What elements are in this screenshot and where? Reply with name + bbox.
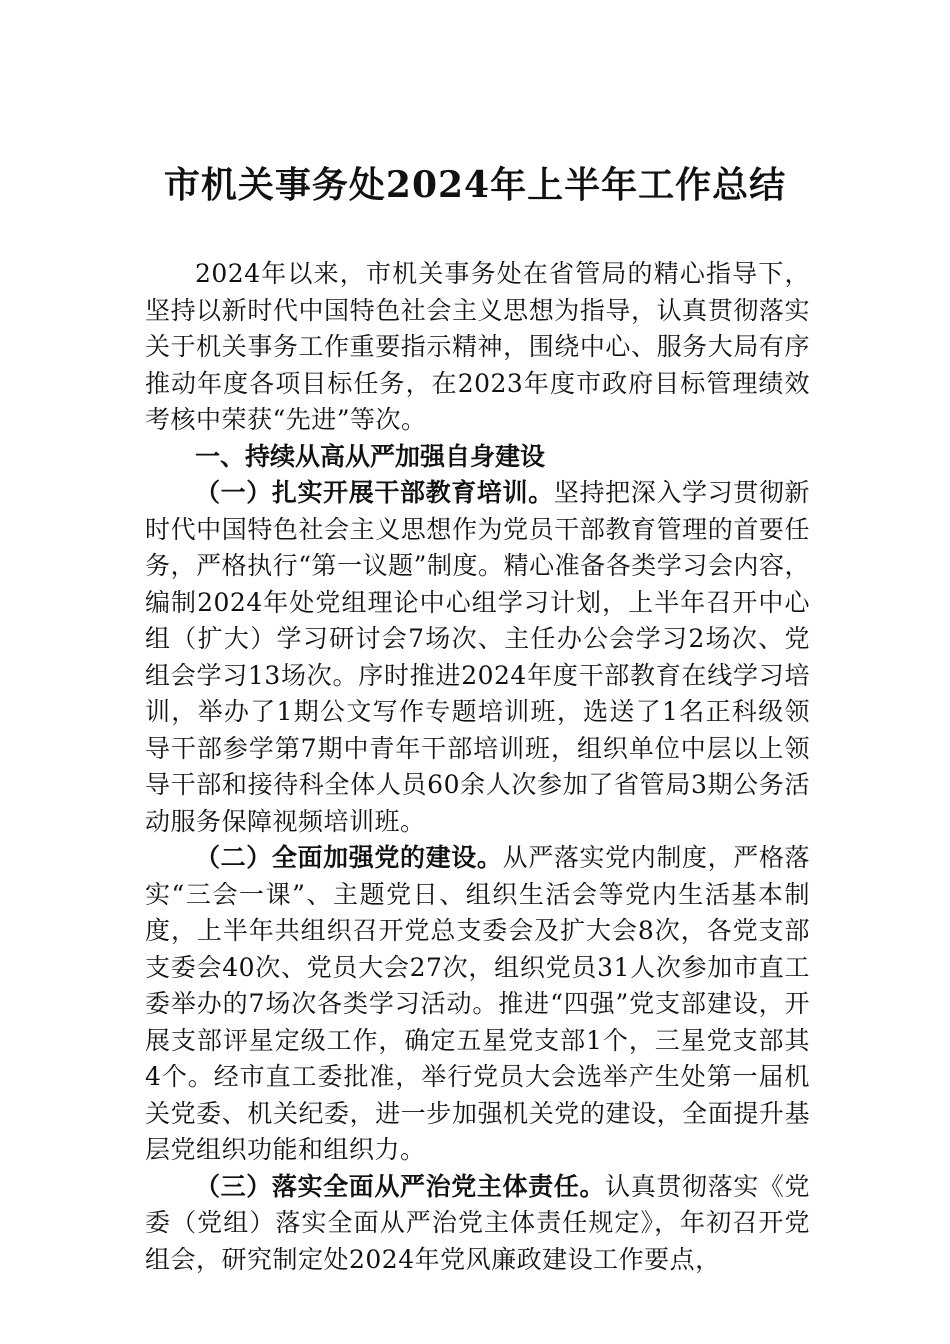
item-text-1: 坚持把深入学习贯彻新时代中国特色社会主义思想作为党员干部教育管理的首要任务，严格执行“第一议题”制度。精心准备各类学习会内容，编制2024年处党组理论中心组学习计划，上半年召开中心组（扩大）学习研讨会7场次、主任办公会学习2场次、党组会学习13场次。序时推进2024年度干部教育在线学习培训，举办了1期公文写作专题培训班，选送了1名正科级领导干部参学第7期中青年干部培训班，组织单位中层以上领导干部和接待科全体人员60余人次参加了省管局3期公务活动服务保障视频培训班。	[145, 478, 810, 836]
document-body	[145, 256, 810, 1278]
item-paragraph-3	[145, 1169, 810, 1279]
item-text-2: 从严落实党内制度，严格落实“三会一课”、主题党日、组织生活会等党内生活基本制度，上半年共组织召开党总支委会及扩大会8次，各党支部支委会40次、党员大会27次，组织党员31人次参加市直工委举办的7场次各类学习活动。推进“四强”党支部建设，开展支部评星定级工作，确定五星党支部1个，三星党支部其4个。经市直工委批准，举行党员大会选举产生处第一届机关党委、机关纪委，进一步加强机关党的建设，全面提升基层党组织功能和组织力。	[145, 843, 810, 1164]
item-paragraph-1	[145, 475, 810, 840]
document-title: 市机关事务处2024年上半年工作总结	[163, 164, 787, 206]
item-paragraph-2	[145, 840, 810, 1169]
item-text-3: 认真贯彻落实《党委（党组）落实全面从严治党主体责任规定》，年初召开党组会，研究制定处2024年党风廉政建设工作要点，	[145, 1171, 810, 1274]
intro-paragraph: 2024年以来，市机关事务处在省管局的精心指导下，坚持以新时代中国特色社会主义思想为指导，认真贯彻落实关于机关事务工作重要指示精神，围绕中心、服务大局有序推动年度各项目标任务，在2023年度市政府目标管理绩效考核中荣获“先进”等次。	[145, 259, 810, 434]
item-heading-2: （二）全面加强党的建设。	[195, 843, 503, 872]
section-heading-1: 一、持续从高从严加强自身建设	[195, 441, 546, 471]
item-heading-3: （三）落实全面从严治党主体责任。	[195, 1171, 606, 1201]
item-heading-1: （一）扎实开展干部教育培训。	[195, 478, 554, 507]
